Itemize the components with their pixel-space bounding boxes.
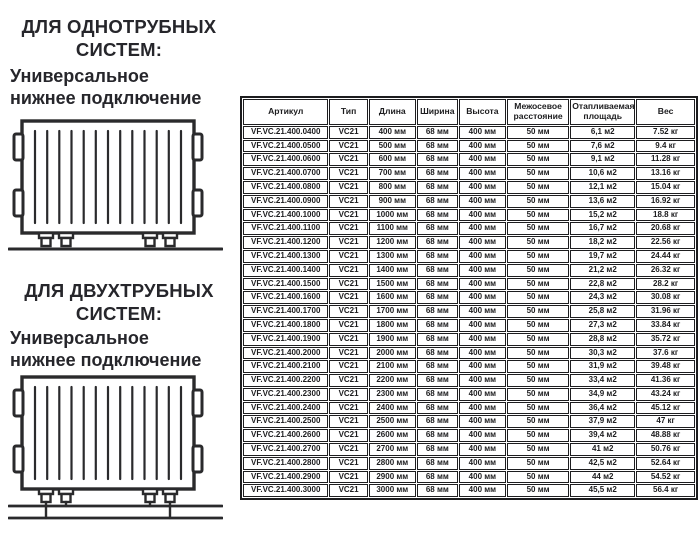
- table-cell: 68 мм: [417, 167, 458, 180]
- table-cell: VC21: [329, 374, 367, 387]
- table-row: [243, 291, 695, 304]
- table-cell: 400 мм: [459, 195, 506, 208]
- single-pipe-subtitle: [10, 66, 235, 110]
- table-cell: 24.44 кг: [636, 250, 695, 263]
- table-cell: 600 мм: [369, 153, 416, 166]
- table-cell: 68 мм: [417, 402, 458, 415]
- table-cell: 50 мм: [507, 126, 569, 139]
- table-cell: VC21: [329, 126, 367, 139]
- col-header-width: Ширина: [417, 99, 458, 125]
- table-cell: 50 мм: [507, 305, 569, 318]
- table-cell: VF.VC.21.400.3000: [243, 484, 328, 497]
- table-cell: VF.VC.21.400.1900: [243, 333, 328, 346]
- table-cell: 13.16 кг: [636, 167, 695, 180]
- table-cell: 50 мм: [507, 319, 569, 332]
- table-cell: 1700 мм: [369, 305, 416, 318]
- table-row: [243, 278, 695, 291]
- title-line: СИСТЕМ:: [75, 302, 163, 324]
- table-cell: 68 мм: [417, 291, 458, 304]
- title-line: ДЛЯ ОДНОТРУБНЫХ: [21, 16, 217, 37]
- table-cell: 2500 мм: [369, 415, 416, 428]
- col-header-weight: Вес: [636, 99, 695, 125]
- table-cell: 30.08 кг: [636, 291, 695, 304]
- radiator-diagram-double-pipe: [8, 372, 223, 526]
- table-cell: 68 мм: [417, 388, 458, 401]
- table-cell: VC21: [329, 457, 367, 470]
- table-cell: 400 мм: [459, 222, 506, 235]
- table-cell: 2000 мм: [369, 347, 416, 360]
- table-cell: VF.VC.21.400.0400: [243, 126, 328, 139]
- table-cell: 2600 мм: [369, 429, 416, 442]
- table-cell: VC21: [329, 291, 367, 304]
- table-cell: 2100 мм: [369, 360, 416, 373]
- table-row: [243, 319, 695, 332]
- table-cell: 11.28 кг: [636, 153, 695, 166]
- table-row: [243, 209, 695, 222]
- table-cell: VF.VC.21.400.2100: [243, 360, 328, 373]
- double-pipe-section-title: [0, 280, 238, 325]
- table-cell: 400 мм: [459, 471, 506, 484]
- table-row: [243, 305, 695, 318]
- table-cell: 7,6 м2: [570, 140, 635, 153]
- table-cell: VC21: [329, 305, 367, 318]
- table-cell: VF.VC.21.400.1500: [243, 278, 328, 291]
- table-cell: VC21: [329, 250, 367, 263]
- table-cell: 400 мм: [459, 209, 506, 222]
- table-cell: 68 мм: [417, 278, 458, 291]
- table-cell: 50 мм: [507, 140, 569, 153]
- table-cell: 39,4 м2: [570, 429, 635, 442]
- table-cell: 68 мм: [417, 222, 458, 235]
- double-pipe-subtitle: [10, 328, 235, 372]
- table-cell: 68 мм: [417, 360, 458, 373]
- table-cell: 400 мм: [459, 305, 506, 318]
- table-cell: 68 мм: [417, 374, 458, 387]
- table-cell: 31.96 кг: [636, 305, 695, 318]
- table-cell: 68 мм: [417, 236, 458, 249]
- single-pipe-section-title: [0, 16, 238, 61]
- table-cell: 400 мм: [459, 415, 506, 428]
- table-cell: 68 мм: [417, 305, 458, 318]
- table-cell: 400 мм: [459, 333, 506, 346]
- table-cell: VC21: [329, 236, 367, 249]
- table-row: [243, 264, 695, 277]
- table-cell: VF.VC.21.400.0500: [243, 140, 328, 153]
- table-row: [243, 360, 695, 373]
- subtitle-line: Универсальное: [10, 66, 149, 86]
- table-cell: 50 мм: [507, 278, 569, 291]
- left-panel: [0, 0, 238, 535]
- table-cell: 33.84 кг: [636, 319, 695, 332]
- bottom-valves: [39, 489, 177, 502]
- table-cell: 1600 мм: [369, 291, 416, 304]
- table-cell: 68 мм: [417, 319, 458, 332]
- table-cell: VF.VC.21.400.1800: [243, 319, 328, 332]
- table-cell: 68 мм: [417, 429, 458, 442]
- table-cell: 68 мм: [417, 333, 458, 346]
- col-header-type: Тип: [329, 99, 367, 125]
- table-cell: 37,9 м2: [570, 415, 635, 428]
- subtitle-line: Универсальное: [10, 328, 149, 348]
- table-row: [243, 471, 695, 484]
- table-cell: 400 мм: [459, 236, 506, 249]
- table-cell: 9.4 кг: [636, 140, 695, 153]
- table-cell: 50 мм: [507, 153, 569, 166]
- table-row: [243, 443, 695, 456]
- table-cell: VC21: [329, 347, 367, 360]
- table-cell: 400 мм: [459, 153, 506, 166]
- table-cell: VC21: [329, 443, 367, 456]
- table-cell: 400 мм: [459, 264, 506, 277]
- radiator-body-icon: [9, 121, 222, 249]
- table-cell: 400 мм: [459, 291, 506, 304]
- table-cell: 13,6 м2: [570, 195, 635, 208]
- table-cell: VF.VC.21.400.0900: [243, 195, 328, 208]
- table-cell: 500 мм: [369, 140, 416, 153]
- table-cell: 9,1 м2: [570, 153, 635, 166]
- table-cell: 400 мм: [459, 429, 506, 442]
- table-cell: 68 мм: [417, 471, 458, 484]
- table-cell: 50 мм: [507, 388, 569, 401]
- table-cell: 400 мм: [459, 360, 506, 373]
- table-cell: VC21: [329, 264, 367, 277]
- table-cell: 28.2 кг: [636, 278, 695, 291]
- col-header-heated-area: Отапливаемая площадь: [570, 99, 635, 125]
- table-cell: 41.36 кг: [636, 374, 695, 387]
- table-row: [243, 250, 695, 263]
- table-cell: 68 мм: [417, 140, 458, 153]
- table-cell: 45,5 м2: [570, 484, 635, 497]
- table-cell: 27,3 м2: [570, 319, 635, 332]
- table-cell: 1900 мм: [369, 333, 416, 346]
- table-cell: VF.VC.21.400.2400: [243, 402, 328, 415]
- title-line: СИСТЕМ:: [75, 38, 163, 60]
- table-row: [243, 347, 695, 360]
- table-cell: 21,2 м2: [570, 264, 635, 277]
- table-cell: 50 мм: [507, 443, 569, 456]
- table-cell: 44 м2: [570, 471, 635, 484]
- table-cell: 1800 мм: [369, 319, 416, 332]
- table-cell: VC21: [329, 388, 367, 401]
- table-cell: VF.VC.21.400.1100: [243, 222, 328, 235]
- table-cell: 50 мм: [507, 236, 569, 249]
- table-cell: 50 мм: [507, 222, 569, 235]
- table-cell: 400 мм: [459, 374, 506, 387]
- table-cell: 68 мм: [417, 443, 458, 456]
- table-cell: 54.52 кг: [636, 471, 695, 484]
- table-cell: 68 мм: [417, 415, 458, 428]
- table-cell: 18,2 м2: [570, 236, 635, 249]
- table-cell: 15.04 кг: [636, 181, 695, 194]
- table-cell: 2700 мм: [369, 443, 416, 456]
- radiator-diagram-single-pipe: [8, 116, 223, 256]
- spec-table-head: [243, 99, 695, 125]
- table-cell: 56.4 кг: [636, 484, 695, 497]
- table-cell: 50 мм: [507, 415, 569, 428]
- table-cell: 50 мм: [507, 264, 569, 277]
- spec-table-container: [240, 96, 698, 500]
- table-cell: VF.VC.21.400.1200: [243, 236, 328, 249]
- table-cell: VC21: [329, 360, 367, 373]
- table-cell: VC21: [329, 429, 367, 442]
- table-cell: 43.24 кг: [636, 388, 695, 401]
- table-cell: 50.76 кг: [636, 443, 695, 456]
- table-cell: VF.VC.21.400.2800: [243, 457, 328, 470]
- valve-connectors: [46, 502, 170, 518]
- table-cell: 50 мм: [507, 195, 569, 208]
- table-cell: 50 мм: [507, 209, 569, 222]
- table-cell: 26.32 кг: [636, 264, 695, 277]
- table-cell: VC21: [329, 415, 367, 428]
- table-cell: 50 мм: [507, 457, 569, 470]
- table-cell: 45.12 кг: [636, 402, 695, 415]
- table-cell: 3000 мм: [369, 484, 416, 497]
- table-cell: 1400 мм: [369, 264, 416, 277]
- table-cell: 16,7 м2: [570, 222, 635, 235]
- table-cell: VF.VC.21.400.2600: [243, 429, 328, 442]
- table-cell: 47 кг: [636, 415, 695, 428]
- table-cell: 68 мм: [417, 209, 458, 222]
- table-cell: 7.52 кг: [636, 126, 695, 139]
- table-cell: VF.VC.21.400.2200: [243, 374, 328, 387]
- table-cell: 37.6 кг: [636, 347, 695, 360]
- table-cell: 400 мм: [459, 140, 506, 153]
- table-cell: 400 мм: [369, 126, 416, 139]
- table-cell: 34,9 м2: [570, 388, 635, 401]
- table-cell: 400 мм: [459, 402, 506, 415]
- table-cell: 50 мм: [507, 167, 569, 180]
- table-cell: 68 мм: [417, 457, 458, 470]
- table-cell: VC21: [329, 278, 367, 291]
- table-row: [243, 457, 695, 470]
- col-header-height: Высота: [459, 99, 506, 125]
- table-cell: 400 мм: [459, 278, 506, 291]
- table-cell: VF.VC.21.400.0800: [243, 181, 328, 194]
- spec-table-body: [243, 126, 695, 498]
- table-cell: VF.VC.21.400.1600: [243, 291, 328, 304]
- table-cell: 22,8 м2: [570, 278, 635, 291]
- table-cell: 50 мм: [507, 347, 569, 360]
- table-cell: VC21: [329, 333, 367, 346]
- table-cell: VF.VC.21.400.2700: [243, 443, 328, 456]
- table-cell: 2300 мм: [369, 388, 416, 401]
- table-row: [243, 140, 695, 153]
- subtitle-line: нижнее подключение: [10, 349, 202, 370]
- table-cell: 50 мм: [507, 360, 569, 373]
- table-cell: VF.VC.21.400.1700: [243, 305, 328, 318]
- table-cell: 39.48 кг: [636, 360, 695, 373]
- table-row: [243, 222, 695, 235]
- table-cell: 400 мм: [459, 443, 506, 456]
- table-row: [243, 153, 695, 166]
- table-cell: VC21: [329, 471, 367, 484]
- table-cell: VC21: [329, 153, 367, 166]
- table-cell: 28,8 м2: [570, 333, 635, 346]
- table-cell: VF.VC.21.400.2300: [243, 388, 328, 401]
- table-cell: VC21: [329, 167, 367, 180]
- table-row: [243, 195, 695, 208]
- table-cell: VC21: [329, 140, 367, 153]
- table-cell: 22.56 кг: [636, 236, 695, 249]
- table-cell: 400 мм: [459, 347, 506, 360]
- table-cell: 2400 мм: [369, 402, 416, 415]
- table-cell: 50 мм: [507, 374, 569, 387]
- table-cell: VF.VC.21.400.2500: [243, 415, 328, 428]
- table-row: [243, 429, 695, 442]
- table-cell: 2200 мм: [369, 374, 416, 387]
- table-row: [243, 402, 695, 415]
- table-cell: 900 мм: [369, 195, 416, 208]
- bottom-valves: [39, 233, 177, 246]
- table-cell: 35.72 кг: [636, 333, 695, 346]
- table-cell: 800 мм: [369, 181, 416, 194]
- table-row: [243, 388, 695, 401]
- table-cell: 400 мм: [459, 181, 506, 194]
- table-cell: 25,8 м2: [570, 305, 635, 318]
- table-cell: 68 мм: [417, 250, 458, 263]
- title-line: ДЛЯ ДВУХТРУБНЫХ: [24, 280, 214, 301]
- table-cell: VC21: [329, 209, 367, 222]
- table-cell: 2800 мм: [369, 457, 416, 470]
- table-cell: VC21: [329, 195, 367, 208]
- table-cell: 68 мм: [417, 195, 458, 208]
- table-cell: 15,2 м2: [570, 209, 635, 222]
- table-cell: 400 мм: [459, 319, 506, 332]
- spec-table: [240, 96, 698, 500]
- table-cell: 68 мм: [417, 484, 458, 497]
- table-cell: 68 мм: [417, 347, 458, 360]
- table-cell: VF.VC.21.400.0600: [243, 153, 328, 166]
- table-cell: 68 мм: [417, 126, 458, 139]
- table-row: [243, 415, 695, 428]
- table-cell: VF.VC.21.400.2000: [243, 347, 328, 360]
- subtitle-line: нижнее подключение: [10, 87, 202, 108]
- table-cell: VC21: [329, 319, 367, 332]
- table-cell: 20.68 кг: [636, 222, 695, 235]
- table-cell: 36,4 м2: [570, 402, 635, 415]
- table-row: [243, 333, 695, 346]
- table-cell: 68 мм: [417, 153, 458, 166]
- table-cell: 18.8 кг: [636, 209, 695, 222]
- table-cell: 50 мм: [507, 429, 569, 442]
- table-cell: 30,3 м2: [570, 347, 635, 360]
- table-cell: 52.64 кг: [636, 457, 695, 470]
- col-header-axial-distance: Межосевое расстояние: [507, 99, 569, 125]
- table-cell: 1100 мм: [369, 222, 416, 235]
- table-cell: VC21: [329, 402, 367, 415]
- header-row: [243, 99, 695, 125]
- table-cell: 50 мм: [507, 402, 569, 415]
- table-row: [243, 181, 695, 194]
- table-cell: VF.VC.21.400.1000: [243, 209, 328, 222]
- table-cell: 50 мм: [507, 333, 569, 346]
- table-cell: 50 мм: [507, 291, 569, 304]
- table-cell: 42,5 м2: [570, 457, 635, 470]
- table-cell: 50 мм: [507, 484, 569, 497]
- table-cell: VC21: [329, 181, 367, 194]
- table-cell: 400 мм: [459, 457, 506, 470]
- table-cell: 400 мм: [459, 388, 506, 401]
- table-cell: 2900 мм: [369, 471, 416, 484]
- table-cell: 400 мм: [459, 126, 506, 139]
- table-cell: 16.92 кг: [636, 195, 695, 208]
- table-cell: 10,6 м2: [570, 167, 635, 180]
- table-cell: 68 мм: [417, 181, 458, 194]
- table-cell: VF.VC.21.400.2900: [243, 471, 328, 484]
- col-header-length: Длина: [369, 99, 416, 125]
- table-cell: VF.VC.21.400.1300: [243, 250, 328, 263]
- table-cell: 48.88 кг: [636, 429, 695, 442]
- table-cell: VC21: [329, 484, 367, 497]
- table-cell: 19,7 м2: [570, 250, 635, 263]
- table-cell: 700 мм: [369, 167, 416, 180]
- radiator-body-icon: [9, 377, 222, 518]
- table-cell: 1000 мм: [369, 209, 416, 222]
- table-cell: 50 мм: [507, 471, 569, 484]
- table-row: [243, 484, 695, 497]
- table-cell: VF.VC.21.400.1400: [243, 264, 328, 277]
- col-header-article: Артикул: [243, 99, 328, 125]
- table-cell: 400 мм: [459, 484, 506, 497]
- table-row: [243, 236, 695, 249]
- table-cell: 50 мм: [507, 250, 569, 263]
- table-cell: 24,3 м2: [570, 291, 635, 304]
- table-cell: 1300 мм: [369, 250, 416, 263]
- table-cell: 50 мм: [507, 181, 569, 194]
- table-cell: VC21: [329, 222, 367, 235]
- table-row: [243, 126, 695, 139]
- table-row: [243, 374, 695, 387]
- table-cell: 6,1 м2: [570, 126, 635, 139]
- table-cell: VF.VC.21.400.0700: [243, 167, 328, 180]
- table-cell: 1500 мм: [369, 278, 416, 291]
- table-cell: 33,4 м2: [570, 374, 635, 387]
- table-cell: 1200 мм: [369, 236, 416, 249]
- table-cell: 400 мм: [459, 167, 506, 180]
- table-row: [243, 167, 695, 180]
- table-cell: 400 мм: [459, 250, 506, 263]
- table-cell: 12,1 м2: [570, 181, 635, 194]
- table-cell: 31,9 м2: [570, 360, 635, 373]
- table-cell: 41 м2: [570, 443, 635, 456]
- table-cell: 68 мм: [417, 264, 458, 277]
